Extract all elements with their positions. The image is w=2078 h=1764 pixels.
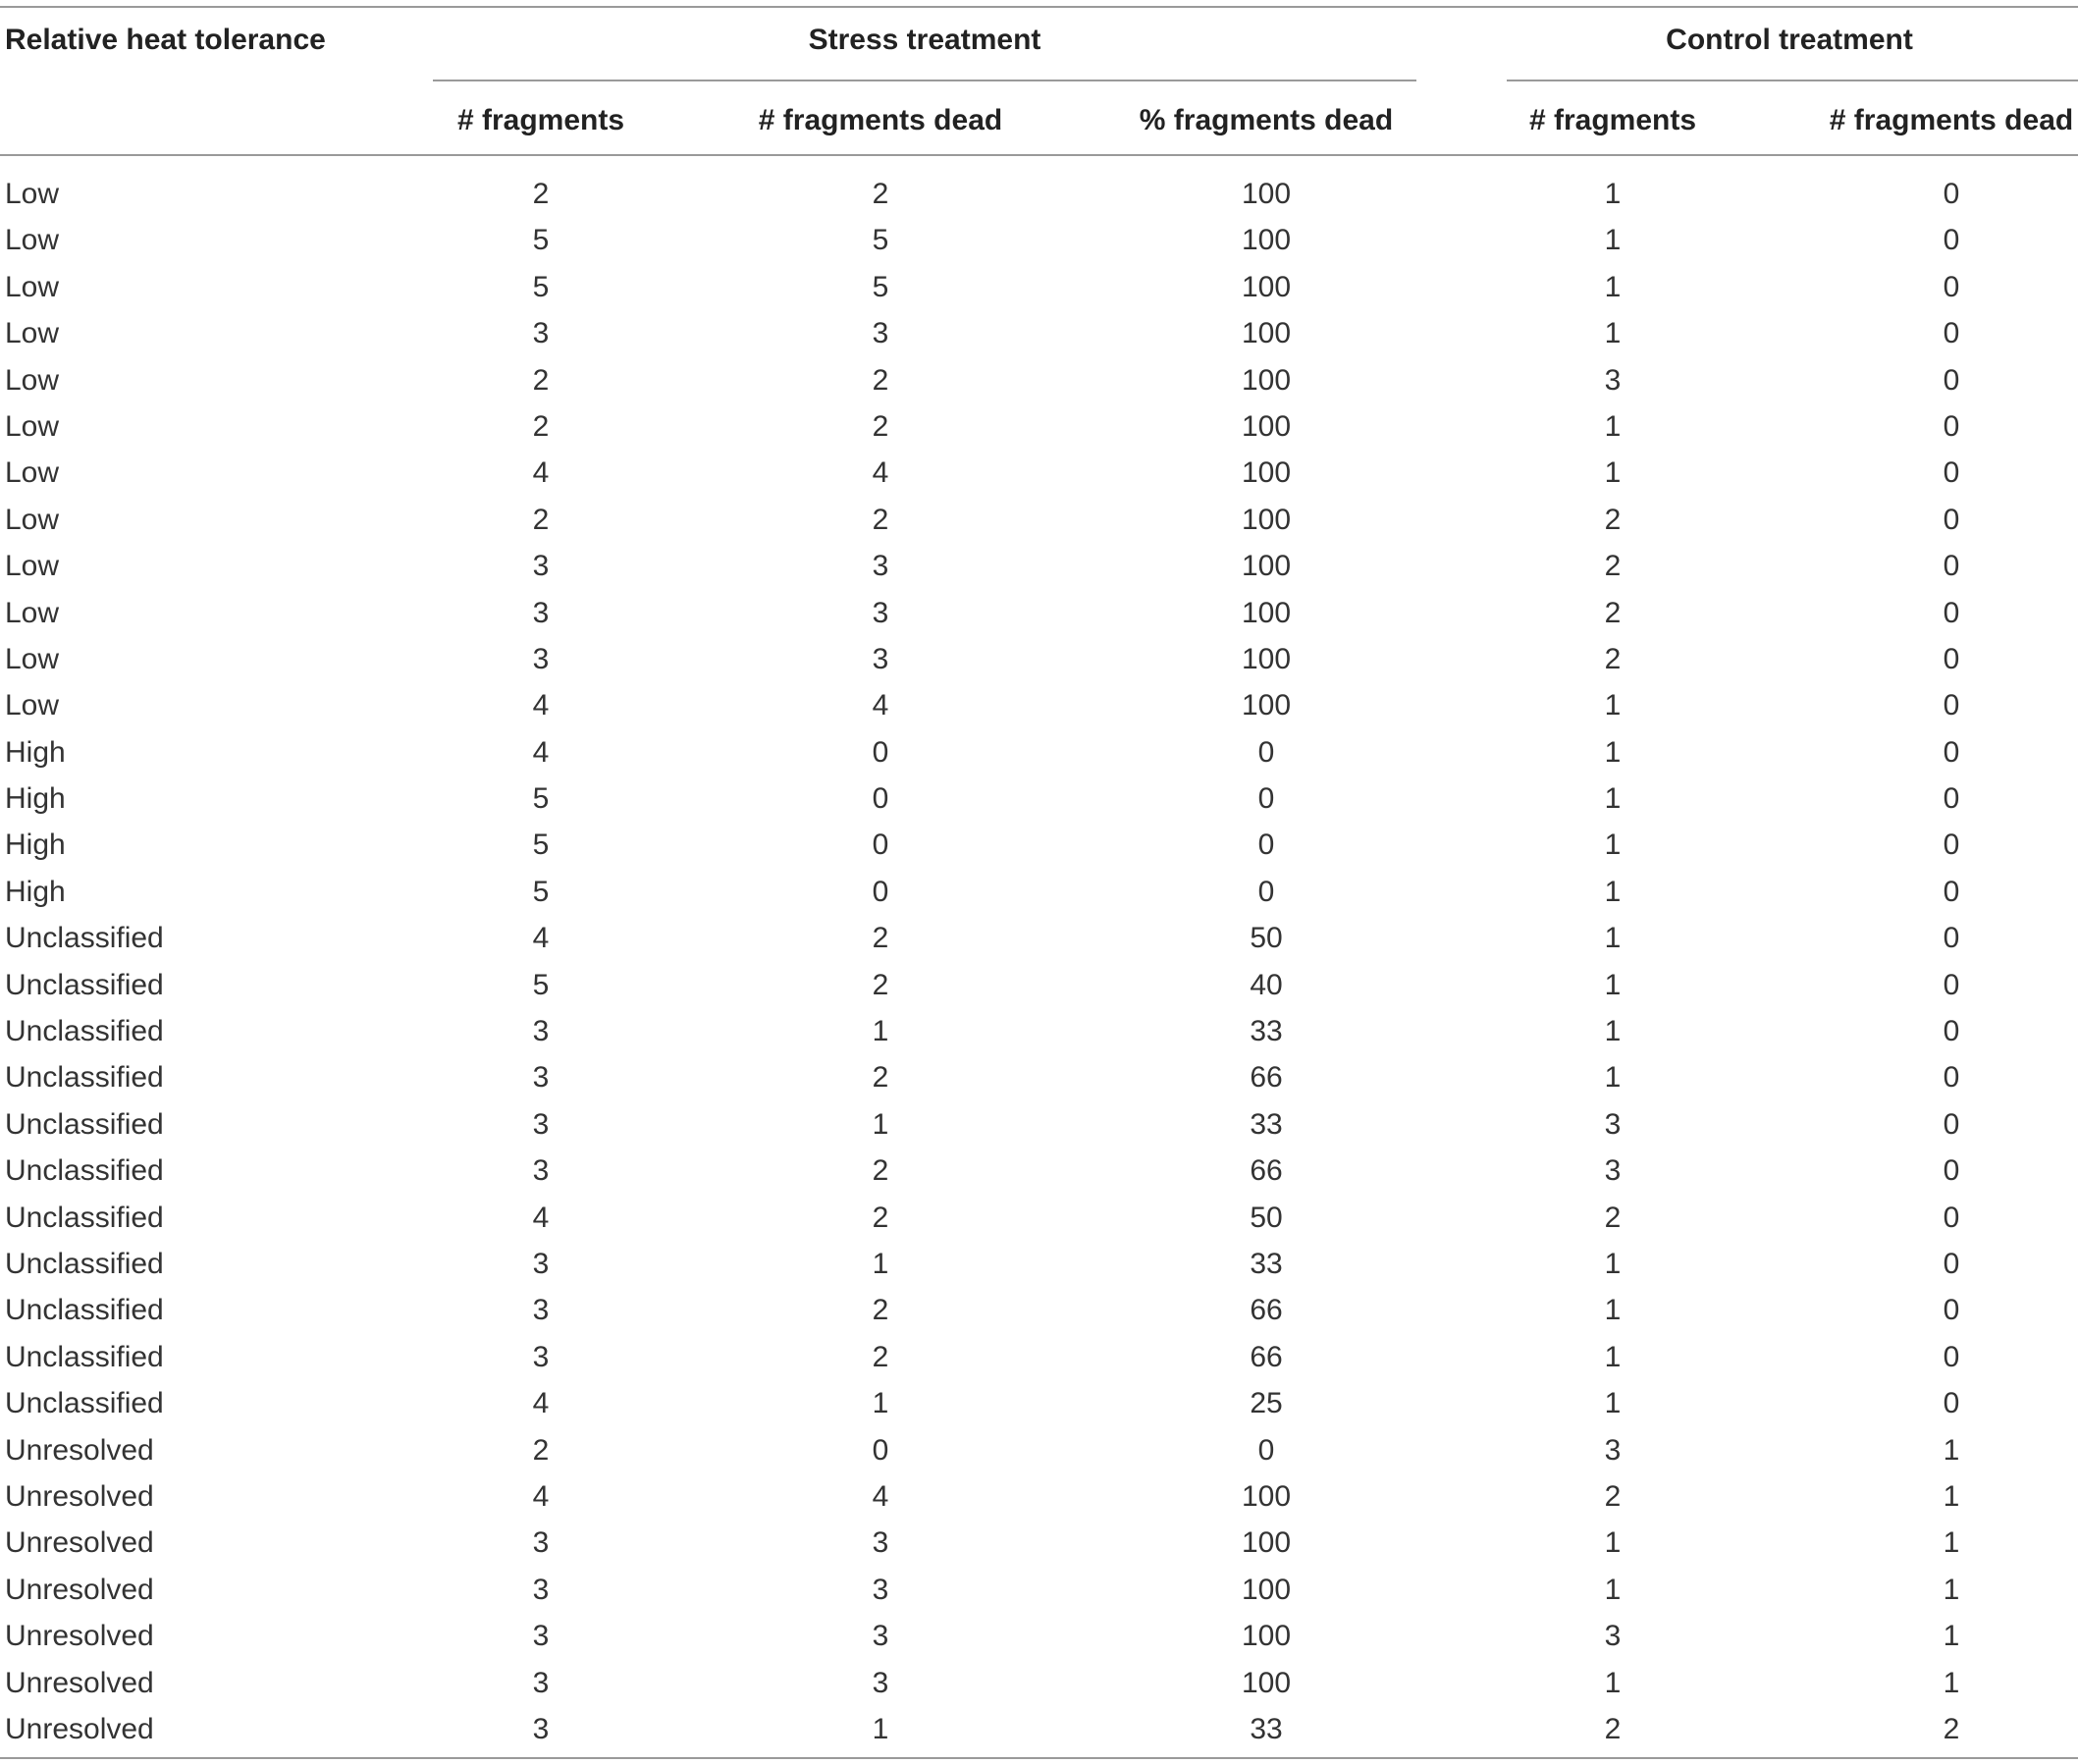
bottom-rule: [0, 1757, 2078, 1759]
cell-stress-fragments: 4: [532, 456, 550, 490]
cell-control-fragments-dead: 0: [1943, 317, 1960, 350]
cell-heat-tolerance: Low: [5, 317, 60, 350]
cell-control-fragments-dead: 1: [1943, 1620, 1960, 1653]
cell-stress-pct-dead: 33: [1250, 1107, 1283, 1141]
cell-control-fragments-dead: 0: [1943, 550, 1960, 583]
cell-control-fragments: 1: [1604, 1061, 1622, 1095]
table-row: [0, 1008, 2078, 1054]
table-row: [0, 1334, 2078, 1380]
cell-stress-pct-dead: 100: [1241, 178, 1292, 210]
cell-control-fragments-dead: 1: [1943, 1573, 1960, 1606]
cell-stress-pct-dead: 100: [1241, 409, 1292, 443]
cell-control-fragments: 1: [1604, 1294, 1622, 1327]
table-row: [0, 1660, 2078, 1706]
cell-control-fragments-dead: 0: [1943, 1201, 1960, 1234]
top-rule: [0, 6, 2078, 8]
cell-stress-fragments: 5: [532, 782, 550, 816]
cell-stress-pct-dead: 50: [1250, 922, 1283, 955]
cell-control-fragments: 2: [1604, 596, 1622, 629]
table-row: [0, 310, 2078, 356]
table-row: [0, 1241, 2078, 1287]
table-row: [0, 869, 2078, 915]
cell-heat-tolerance: High: [5, 875, 66, 908]
cell-stress-fragments-dead: 2: [872, 1340, 889, 1373]
cell-stress-pct-dead: 66: [1250, 1340, 1283, 1373]
cell-control-fragments: 2: [1604, 1712, 1622, 1745]
cell-stress-pct-dead: 100: [1241, 1573, 1292, 1606]
cell-stress-fragments-dead: 5: [872, 270, 889, 303]
cell-stress-fragments-dead: 2: [872, 409, 889, 443]
cell-stress-fragments-dead: 0: [872, 782, 889, 816]
cell-stress-pct-dead: 100: [1241, 689, 1292, 722]
table-row: [0, 1195, 2078, 1241]
cell-stress-fragments: 2: [532, 409, 550, 443]
table-row: [0, 171, 2078, 217]
cell-heat-tolerance: Low: [5, 224, 60, 257]
cell-stress-pct-dead: 100: [1241, 363, 1292, 397]
cell-stress-pct-dead: 100: [1241, 642, 1292, 675]
cell-stress-fragments: 4: [532, 922, 550, 955]
table-row: [0, 822, 2078, 868]
cell-heat-tolerance: High: [5, 735, 66, 769]
table-row: [0, 1427, 2078, 1473]
cell-stress-pct-dead: 0: [1257, 735, 1275, 769]
table-row: [0, 775, 2078, 822]
cell-stress-pct-dead: 33: [1250, 1247, 1283, 1280]
table-row: [0, 403, 2078, 450]
cell-heat-tolerance: Unclassified: [5, 1247, 164, 1280]
cell-control-fragments-dead: 0: [1943, 270, 1960, 303]
cell-control-fragments-dead: 0: [1943, 689, 1960, 722]
table-row: [0, 729, 2078, 775]
cell-stress-fragments: 5: [532, 968, 550, 1001]
cell-control-fragments: 1: [1604, 224, 1622, 257]
cell-stress-fragments-dead: 0: [872, 1433, 889, 1467]
cell-heat-tolerance: Unclassified: [5, 922, 164, 955]
table-row: [0, 636, 2078, 682]
table-row: [0, 1613, 2078, 1659]
cell-stress-fragments: 4: [532, 1479, 550, 1513]
table-row: [0, 1148, 2078, 1194]
cell-stress-fragments-dead: 2: [872, 363, 889, 397]
cell-control-fragments: 2: [1604, 642, 1622, 675]
cell-control-fragments: 1: [1604, 968, 1622, 1001]
cell-heat-tolerance: Unresolved: [5, 1573, 154, 1606]
cell-stress-fragments-dead: 2: [872, 1201, 889, 1234]
cell-stress-fragments-dead: 2: [872, 968, 889, 1001]
cell-control-fragments: 1: [1604, 456, 1622, 490]
cell-stress-fragments-dead: 4: [872, 1479, 889, 1513]
cell-heat-tolerance: Low: [5, 550, 60, 583]
cell-control-fragments: 2: [1604, 503, 1622, 536]
cell-control-fragments-dead: 0: [1943, 922, 1960, 955]
cell-stress-fragments-dead: 2: [872, 178, 889, 210]
cell-stress-fragments: 4: [532, 689, 550, 722]
cell-heat-tolerance: Unresolved: [5, 1526, 154, 1560]
cell-stress-pct-dead: 100: [1241, 224, 1292, 257]
cell-control-fragments: 1: [1604, 829, 1622, 862]
cell-control-fragments-dead: 0: [1943, 1107, 1960, 1141]
cell-stress-pct-dead: 100: [1241, 1666, 1292, 1699]
header-control-fragments: # fragments: [1528, 104, 1697, 136]
cell-heat-tolerance: Unresolved: [5, 1479, 154, 1513]
cell-stress-fragments: 5: [532, 224, 550, 257]
cell-heat-tolerance: Low: [5, 409, 60, 443]
cell-heat-tolerance: Low: [5, 642, 60, 675]
table-row: [0, 682, 2078, 728]
cell-stress-pct-dead: 0: [1257, 1433, 1275, 1467]
cell-heat-tolerance: Low: [5, 596, 60, 629]
cell-stress-pct-dead: 100: [1241, 456, 1292, 490]
cell-stress-pct-dead: 66: [1250, 1294, 1283, 1327]
cell-stress-fragments: 4: [532, 1201, 550, 1234]
cell-stress-fragments-dead: 4: [872, 456, 889, 490]
cell-heat-tolerance: Unclassified: [5, 1154, 164, 1188]
cell-control-fragments-dead: 0: [1943, 782, 1960, 816]
cell-stress-fragments-dead: 1: [872, 1387, 889, 1420]
cell-stress-fragments-dead: 3: [872, 642, 889, 675]
table-row: [0, 264, 2078, 310]
cell-control-fragments: 2: [1604, 1201, 1622, 1234]
cell-heat-tolerance: Unresolved: [5, 1433, 154, 1467]
cell-control-fragments-dead: 1: [1943, 1666, 1960, 1699]
cell-stress-fragments-dead: 3: [872, 1666, 889, 1699]
cell-stress-pct-dead: 100: [1241, 317, 1292, 350]
header-control-treatment: Control treatment: [1666, 24, 1913, 56]
cell-stress-fragments-dead: 3: [872, 317, 889, 350]
cell-heat-tolerance: Unclassified: [5, 1107, 164, 1141]
cell-control-fragments-dead: 0: [1943, 178, 1960, 210]
cell-stress-fragments: 3: [532, 317, 550, 350]
cell-control-fragments-dead: 0: [1943, 642, 1960, 675]
cell-stress-fragments: 3: [532, 1107, 550, 1141]
cell-heat-tolerance: Unresolved: [5, 1620, 154, 1653]
cell-control-fragments-dead: 0: [1943, 1340, 1960, 1373]
cell-stress-fragments: 3: [532, 642, 550, 675]
cell-control-fragments: 1: [1604, 1573, 1622, 1606]
cell-control-fragments: 1: [1604, 270, 1622, 303]
cell-heat-tolerance: Unclassified: [5, 1201, 164, 1234]
table-body: [0, 171, 2078, 1752]
cell-stress-fragments: 3: [532, 1247, 550, 1280]
cell-heat-tolerance: Unclassified: [5, 1061, 164, 1095]
table-row: [0, 1473, 2078, 1520]
cell-stress-fragments-dead: 1: [872, 1712, 889, 1745]
cell-stress-pct-dead: 0: [1257, 782, 1275, 816]
cell-stress-fragments-dead: 0: [872, 829, 889, 862]
cell-stress-pct-dead: 40: [1250, 968, 1283, 1001]
cell-stress-pct-dead: 33: [1250, 1712, 1283, 1745]
cell-heat-tolerance: High: [5, 829, 66, 862]
cell-stress-fragments: 4: [532, 735, 550, 769]
cell-control-fragments-dead: 0: [1943, 596, 1960, 629]
cell-stress-fragments-dead: 5: [872, 224, 889, 257]
cell-stress-pct-dead: 50: [1250, 1201, 1283, 1234]
cell-stress-fragments-dead: 4: [872, 689, 889, 722]
cell-control-fragments: 1: [1604, 689, 1622, 722]
table-row: [0, 962, 2078, 1008]
cell-control-fragments-dead: 0: [1943, 829, 1960, 862]
cell-heat-tolerance: Low: [5, 456, 60, 490]
cell-heat-tolerance: Unclassified: [5, 968, 164, 1001]
cell-control-fragments: 1: [1604, 1015, 1622, 1048]
cell-control-fragments-dead: 0: [1943, 456, 1960, 490]
cell-control-fragments: 1: [1604, 409, 1622, 443]
cell-stress-fragments: 3: [532, 1061, 550, 1095]
cell-stress-pct-dead: 100: [1241, 1479, 1292, 1513]
table-row: [0, 590, 2078, 636]
cell-control-fragments-dead: 0: [1943, 1247, 1960, 1280]
cell-stress-fragments: 3: [532, 1015, 550, 1048]
cell-stress-fragments-dead: 2: [872, 503, 889, 536]
cell-heat-tolerance: Unresolved: [5, 1666, 154, 1699]
cell-control-fragments-dead: 0: [1943, 1294, 1960, 1327]
table-row: [0, 1380, 2078, 1426]
cell-stress-fragments: 3: [532, 1573, 550, 1606]
cell-control-fragments-dead: 0: [1943, 1387, 1960, 1420]
cell-heat-tolerance: Unclassified: [5, 1387, 164, 1420]
cell-control-fragments: 1: [1604, 1526, 1622, 1560]
cell-stress-fragments-dead: 1: [872, 1015, 889, 1048]
stress-group-rule: [433, 80, 1416, 81]
cell-control-fragments-dead: 0: [1943, 363, 1960, 397]
cell-stress-fragments: 5: [532, 875, 550, 908]
cell-stress-fragments-dead: 1: [872, 1247, 889, 1280]
cell-stress-fragments: 3: [532, 1712, 550, 1745]
cell-stress-pct-dead: 0: [1257, 829, 1275, 862]
cell-control-fragments-dead: 1: [1943, 1433, 1960, 1467]
table-row: [0, 450, 2078, 496]
cell-control-fragments-dead: 0: [1943, 1061, 1960, 1095]
cell-stress-fragments-dead: 3: [872, 1573, 889, 1606]
cell-control-fragments-dead: 0: [1943, 503, 1960, 536]
cell-control-fragments-dead: 0: [1943, 875, 1960, 908]
cell-stress-fragments-dead: 0: [872, 735, 889, 769]
cell-control-fragments-dead: 0: [1943, 224, 1960, 257]
cell-control-fragments: 2: [1604, 1479, 1622, 1513]
table-row: [0, 543, 2078, 589]
cell-stress-fragments: 3: [532, 1340, 550, 1373]
cell-control-fragments: 1: [1604, 317, 1622, 350]
cell-control-fragments: 1: [1604, 1666, 1622, 1699]
cell-stress-fragments-dead: 3: [872, 596, 889, 629]
table-row: [0, 1520, 2078, 1566]
cell-heat-tolerance: Unclassified: [5, 1340, 164, 1373]
cell-stress-pct-dead: 100: [1241, 1620, 1292, 1653]
cell-control-fragments-dead: 0: [1943, 1154, 1960, 1188]
cell-control-fragments-dead: 1: [1943, 1526, 1960, 1560]
header-stress-fragments-dead: # fragments dead: [758, 104, 1003, 136]
cell-control-fragments: 3: [1604, 1107, 1622, 1141]
cell-control-fragments-dead: 2: [1943, 1712, 1960, 1745]
cell-stress-fragments-dead: 3: [872, 1620, 889, 1653]
table-row: [0, 915, 2078, 961]
cell-stress-fragments-dead: 0: [872, 875, 889, 908]
cell-control-fragments: 1: [1604, 875, 1622, 908]
cell-stress-fragments-dead: 2: [872, 922, 889, 955]
cell-stress-pct-dead: 100: [1241, 1526, 1292, 1560]
cell-control-fragments: 1: [1604, 735, 1622, 769]
cell-heat-tolerance: Low: [5, 363, 60, 397]
cell-heat-tolerance: Unclassified: [5, 1294, 164, 1327]
cell-stress-pct-dead: 25: [1250, 1387, 1283, 1420]
cell-heat-tolerance: Low: [5, 270, 60, 303]
cell-control-fragments: 3: [1604, 1154, 1622, 1188]
cell-stress-fragments: 3: [532, 596, 550, 629]
cell-control-fragments: 3: [1604, 1620, 1622, 1653]
cell-stress-fragments: 3: [532, 1526, 550, 1560]
header-relative-heat-tolerance: Relative heat tolerance: [5, 24, 326, 56]
control-group-rule: [1507, 80, 2078, 81]
table-row: [0, 1287, 2078, 1333]
cell-stress-fragments-dead: 3: [872, 550, 889, 583]
cell-heat-tolerance: Unclassified: [5, 1015, 164, 1048]
header-stress-treatment: Stress treatment: [808, 24, 1041, 56]
cell-stress-fragments: 3: [532, 550, 550, 583]
cell-stress-pct-dead: 0: [1257, 875, 1275, 908]
cell-control-fragments: 1: [1604, 178, 1622, 210]
cell-stress-pct-dead: 100: [1241, 550, 1292, 583]
cell-stress-fragments: 3: [532, 1154, 550, 1188]
cell-stress-pct-dead: 100: [1241, 596, 1292, 629]
cell-control-fragments-dead: 0: [1943, 1015, 1960, 1048]
cell-stress-fragments: 2: [532, 363, 550, 397]
cell-stress-fragments-dead: 2: [872, 1294, 889, 1327]
cell-control-fragments: 1: [1604, 782, 1622, 816]
header-rule: [0, 154, 2078, 156]
cell-stress-pct-dead: 33: [1250, 1015, 1283, 1048]
table-row: [0, 1706, 2078, 1752]
cell-stress-pct-dead: 100: [1241, 503, 1292, 536]
cell-stress-pct-dead: 66: [1250, 1061, 1283, 1095]
cell-control-fragments-dead: 0: [1943, 735, 1960, 769]
cell-stress-fragments: 5: [532, 829, 550, 862]
cell-heat-tolerance: Low: [5, 503, 60, 536]
cell-control-fragments-dead: 1: [1943, 1479, 1960, 1513]
table-row: [0, 1101, 2078, 1148]
cell-stress-fragments: 2: [532, 1433, 550, 1467]
table-row: [0, 1054, 2078, 1100]
cell-stress-fragments: 3: [532, 1294, 550, 1327]
cell-stress-fragments-dead: 2: [872, 1061, 889, 1095]
cell-stress-fragments: 2: [532, 503, 550, 536]
cell-control-fragments: 2: [1604, 550, 1622, 583]
cell-control-fragments: 1: [1604, 1340, 1622, 1373]
header-stress-fragments: # fragments: [456, 104, 625, 136]
header-stress-pct-dead: % fragments dead: [1139, 104, 1394, 136]
cell-heat-tolerance: Low: [5, 689, 60, 722]
cell-control-fragments: 1: [1604, 1247, 1622, 1280]
cell-stress-fragments: 3: [532, 1620, 550, 1653]
cell-control-fragments: 1: [1604, 922, 1622, 955]
table-row: [0, 217, 2078, 263]
cell-control-fragments-dead: 0: [1943, 968, 1960, 1001]
header-control-fragments-dead: # fragments dead: [1829, 104, 2074, 136]
cell-stress-fragments-dead: 2: [872, 1154, 889, 1188]
cell-control-fragments: 3: [1604, 363, 1622, 397]
cell-heat-tolerance: High: [5, 782, 66, 816]
cell-control-fragments: 1: [1604, 1387, 1622, 1420]
table-row: [0, 1567, 2078, 1613]
cell-stress-fragments: 2: [532, 178, 550, 210]
cell-stress-fragments-dead: 1: [872, 1107, 889, 1141]
cell-stress-fragments-dead: 3: [872, 1526, 889, 1560]
cell-stress-fragments: 3: [532, 1666, 550, 1699]
cell-heat-tolerance: Low: [5, 178, 60, 210]
cell-stress-pct-dead: 100: [1241, 270, 1292, 303]
cell-stress-fragments: 4: [532, 1387, 550, 1420]
table-row: [0, 357, 2078, 403]
cell-heat-tolerance: Unresolved: [5, 1712, 154, 1745]
table-row: [0, 497, 2078, 543]
cell-stress-pct-dead: 66: [1250, 1154, 1283, 1188]
cell-control-fragments: 3: [1604, 1433, 1622, 1467]
cell-control-fragments-dead: 0: [1943, 409, 1960, 443]
cell-stress-fragments: 5: [532, 270, 550, 303]
